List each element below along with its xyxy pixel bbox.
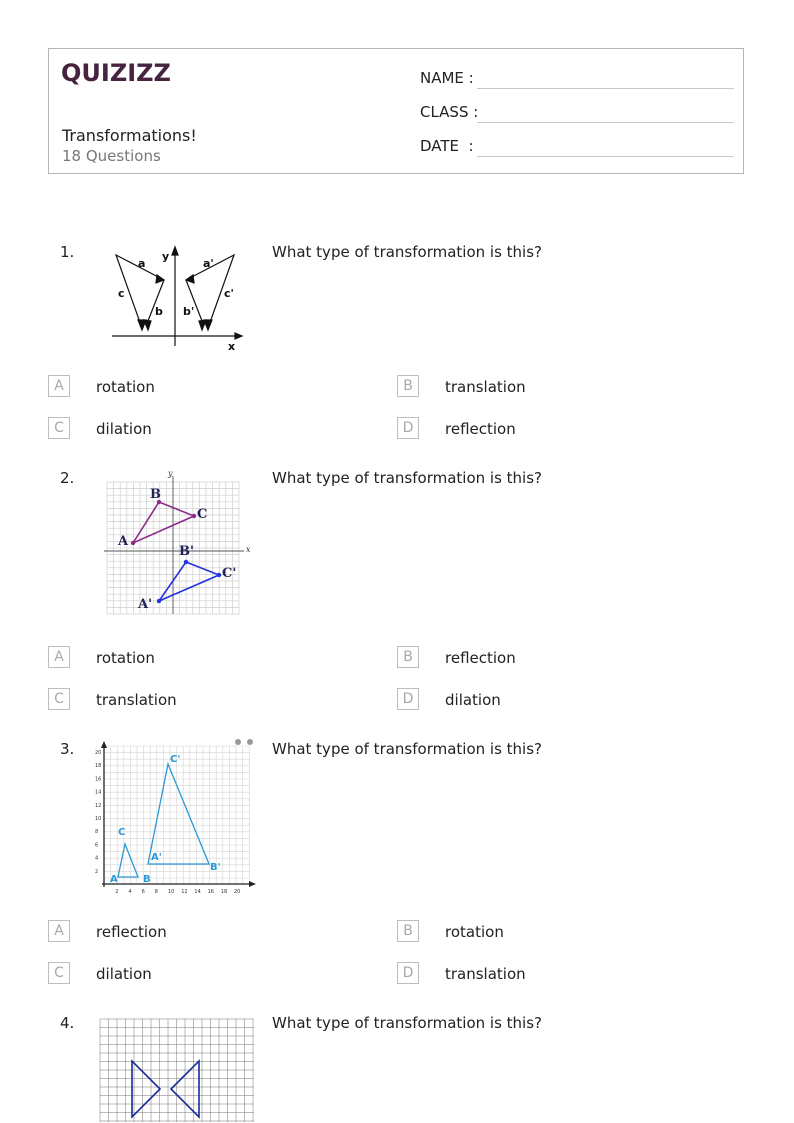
option-c-text[interactable]: dilation: [96, 965, 152, 983]
x-tick-label: 18: [220, 889, 228, 895]
y-tick-label: 8: [95, 829, 99, 836]
option-b-box[interactable]: B: [397, 920, 419, 942]
label-a-prime: a': [203, 257, 214, 270]
option-d-text[interactable]: translation: [445, 965, 526, 983]
option-a-text[interactable]: reflection: [96, 923, 167, 941]
label-B-prime: B': [179, 544, 194, 559]
x-tick-label: 10: [168, 889, 175, 895]
option-b-text[interactable]: reflection: [445, 649, 516, 667]
name-field[interactable]: [420, 69, 734, 93]
option-a-box[interactable]: A: [48, 920, 70, 942]
date-line[interactable]: [477, 156, 734, 157]
label-A-prime: A': [151, 852, 162, 863]
class-label: CLASS :: [420, 103, 479, 121]
y-tick-label: 2: [95, 868, 99, 875]
x-tick-label: 20: [234, 889, 241, 895]
option-d-box[interactable]: D: [397, 962, 419, 984]
triangle-abc: [118, 844, 138, 877]
label-A-prime: A': [138, 597, 153, 612]
class-field[interactable]: [420, 103, 734, 127]
x-tick-label: 12: [181, 889, 188, 895]
name-label: NAME :: [420, 69, 474, 87]
y-axis-arrow: [172, 247, 178, 255]
label-b: b: [155, 305, 163, 318]
option-a-box[interactable]: A: [48, 375, 70, 397]
coordinate-grid: [104, 746, 250, 884]
worksheet-title: Transformations!: [62, 126, 197, 145]
question-number: 1.: [60, 243, 75, 261]
triangle-left: [132, 1061, 160, 1117]
class-line[interactable]: [477, 122, 734, 123]
option-c-box[interactable]: C: [48, 417, 70, 439]
label-a: a: [138, 257, 146, 270]
question-text: What type of transformation is this?: [272, 243, 542, 261]
label-y: y: [162, 250, 170, 263]
question-count: 18 Questions: [62, 147, 161, 165]
option-c-box[interactable]: C: [48, 962, 70, 984]
label-A: A: [110, 874, 118, 885]
question-2-figure: [98, 468, 254, 618]
question-number: 3.: [60, 740, 75, 758]
option-d-text[interactable]: reflection: [445, 420, 516, 438]
option-d-box[interactable]: D: [397, 688, 419, 710]
label-x: x: [246, 545, 251, 554]
option-a-text[interactable]: rotation: [96, 378, 155, 396]
y-tick-label: 10: [95, 816, 102, 822]
zoom-icon: [247, 739, 253, 745]
question-text: What type of transformation is this?: [272, 1014, 542, 1032]
zoom-icon: [235, 739, 241, 745]
option-b-text[interactable]: rotation: [445, 923, 504, 941]
label-C: C: [118, 827, 126, 838]
option-a-box[interactable]: A: [48, 646, 70, 668]
question-number: 2.: [60, 469, 75, 487]
option-c-text[interactable]: translation: [96, 691, 177, 709]
question-number: 4.: [60, 1014, 75, 1032]
name-line[interactable]: [477, 88, 734, 89]
y-tick-label: 18: [95, 763, 102, 770]
x-tick-label: 4: [128, 889, 132, 895]
question-1-figure: [106, 240, 246, 352]
option-d-text[interactable]: dilation: [445, 691, 501, 709]
x-tick-label: 8: [154, 889, 158, 895]
quizizz-logo: QUIZIZZ: [61, 59, 171, 87]
option-c-box[interactable]: C: [48, 688, 70, 710]
question-3-figure: [94, 737, 260, 897]
option-b-text[interactable]: translation: [445, 378, 526, 396]
label-y: y: [168, 469, 173, 478]
label-C: C: [197, 507, 208, 522]
x-tick-label: 16: [207, 889, 214, 895]
y-tick-label: 12: [95, 802, 102, 809]
label-B: B: [143, 874, 151, 885]
x-tick-label: 14: [194, 889, 201, 895]
label-b-prime: b': [183, 305, 195, 318]
y-tick-label: 16: [95, 776, 102, 783]
y-tick-label: 14: [95, 789, 102, 796]
y-tick-label: 20: [95, 750, 102, 756]
question-4-figure: [98, 1016, 256, 1123]
question-text: What type of transformation is this?: [272, 740, 542, 758]
label-C-prime: C': [170, 754, 181, 765]
label-c-prime: c': [224, 287, 234, 300]
label-B: B: [150, 487, 161, 502]
x-tick-label: 6: [141, 889, 145, 895]
label-c: c: [118, 287, 125, 300]
option-c-text[interactable]: dilation: [96, 420, 152, 438]
label-x: x: [228, 340, 236, 352]
question-text: What type of transformation is this?: [272, 469, 542, 487]
coordinate-grid: [100, 1019, 254, 1122]
x-tick-label: 2: [115, 889, 119, 895]
x-axis-arrow: [235, 333, 242, 339]
label-A: A: [118, 534, 129, 549]
worksheet-header: [48, 48, 744, 174]
y-tick-label: 4: [95, 855, 99, 862]
y-tick-label: 6: [95, 842, 99, 849]
date-field[interactable]: [420, 137, 734, 161]
option-b-box[interactable]: B: [397, 646, 419, 668]
option-a-text[interactable]: rotation: [96, 649, 155, 667]
date-label: DATE :: [420, 137, 474, 155]
option-b-box[interactable]: B: [397, 375, 419, 397]
option-d-box[interactable]: D: [397, 417, 419, 439]
label-C-prime: C': [222, 566, 237, 581]
label-B-prime: B': [210, 862, 221, 873]
